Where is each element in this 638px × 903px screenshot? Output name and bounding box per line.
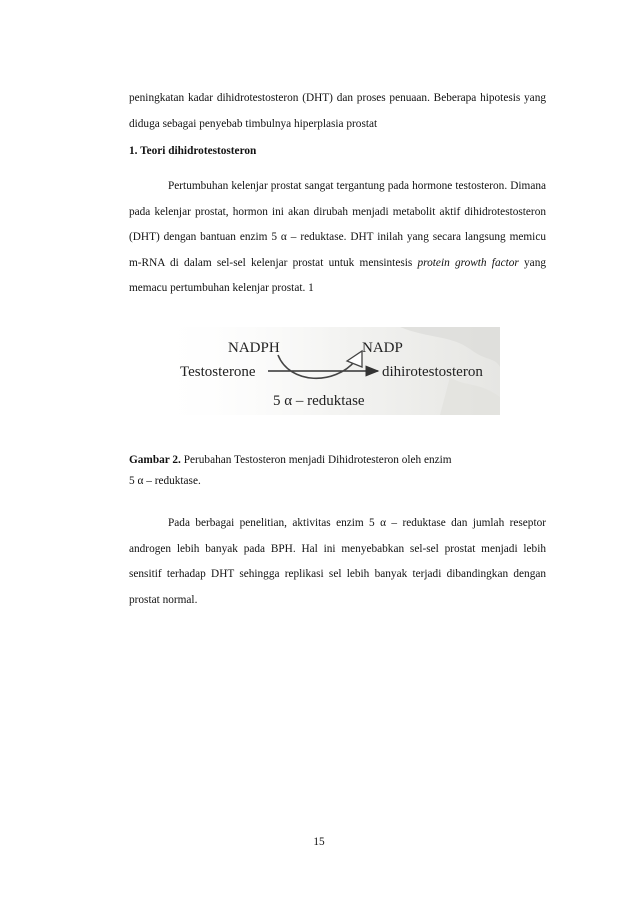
italic-term: protein growth factor — [417, 256, 519, 269]
section-heading: 1. Teori dihidrotestosteron — [129, 145, 257, 157]
paragraph-dht-theory — [129, 174, 546, 302]
paragraph-research: Pada berbagai penelitian, aktivitas enzim 5 α – reduktase dan jumlah reseptor androgen lebih banyak pada BPH. Hal ini menyebabkan sel-sel prostat menjadi lebih sensitif terhadap DHT sehingga replikasi sel lebih banyak terjadi dibandingkan dengan prostat normal. — [129, 517, 546, 606]
figure-caption — [129, 450, 549, 470]
paragraph-intro: peningkatan kadar dihidrotestosteron (DHT) dan proses penuaan. Beberapa hipotesis yang diduga sebagai penyebab timbulnya hiperplasia prostat — [129, 92, 546, 130]
page-number: 15 — [313, 836, 325, 848]
caption-text: Perubahan Testosteron menjadi Dihidrotesteron oleh enzim — [180, 454, 452, 466]
enzyme-label: 5 α – reduktase — [273, 393, 365, 409]
paragraph-text: Pertumbuhan kelenjar prostat sangat tergantung pada hormone testosteron. Dimana pada kelenjar prostat, hormon ini akan dirubah menjadi metabolit aktif dihidrotestosteron (DHT) dengan bantuan enzim 5 α – reduktase. DHT inilah yang secara langsung memicu m-RNA di dalam sel-sel kelenjar prostat untuk mensintesis — [129, 180, 546, 269]
testosterone-label: Testosterone — [180, 364, 256, 380]
nadp-label: NADP — [362, 340, 403, 356]
caption-label: Gambar 2. — [129, 454, 181, 466]
nadph-label: NADPH — [228, 340, 280, 356]
figure-caption-line2: 5 α – reduktase. — [129, 475, 201, 487]
conversion-diagram — [150, 327, 500, 415]
paragraph-text-end: yang memacu pertumbuhan kelenjar prostat. 1 — [129, 256, 546, 294]
dihydrotestosterone-label: dihirotestosteron — [382, 364, 483, 380]
